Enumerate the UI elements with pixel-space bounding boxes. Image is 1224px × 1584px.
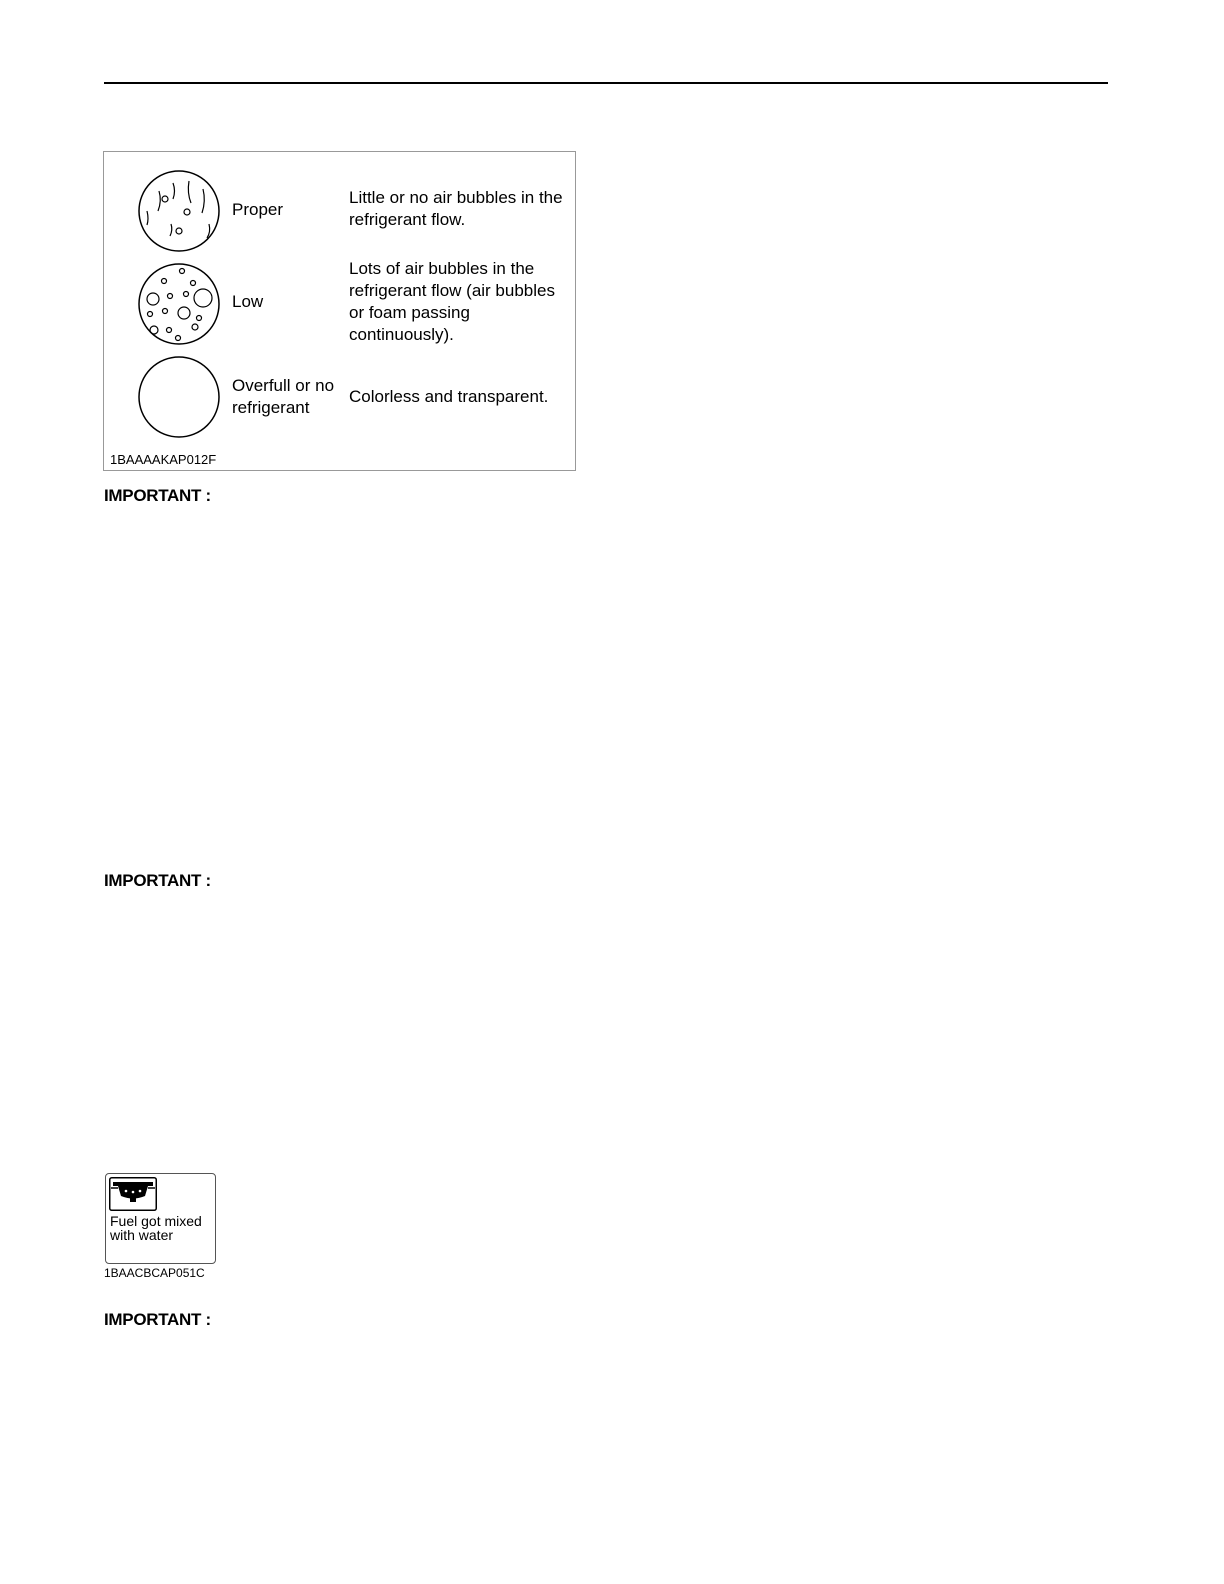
row-description-low: Lots of air bubbles in the refrigerant flow (air bubbles or foam passing continuously). [349, 259, 555, 344]
row-label-proper: Proper [232, 200, 284, 219]
sight-glass-low-icon [137, 262, 221, 346]
fuel-water-warning-panel [105, 1173, 216, 1264]
fuel-water-separator-icon [109, 1177, 157, 1211]
important-heading-2: IMPORTANT : [104, 871, 211, 890]
warning-panel-text: Fuel got mixed with water [110, 1213, 202, 1243]
sight-glass-overfull-icon [137, 355, 221, 439]
row-description-proper: Little or no air bubbles in the refrigerant flow. [349, 188, 563, 229]
header-rule [104, 82, 1108, 84]
important-heading-3: IMPORTANT : [104, 1310, 211, 1329]
row-label-low: Low [232, 292, 264, 311]
refrigerant-sight-glass-figure [103, 151, 576, 471]
row-label-overfull: Overfull or no refrigerant [232, 376, 335, 417]
figure-code: 1BAAAAKAP012F [110, 452, 217, 467]
sight-glass-proper-icon [137, 169, 221, 253]
warning-panel-code: 1BAACBCAP051C [104, 1266, 205, 1280]
important-heading-1: IMPORTANT : [104, 486, 211, 505]
row-description-overfull: Colorless and transparent. [349, 387, 549, 406]
